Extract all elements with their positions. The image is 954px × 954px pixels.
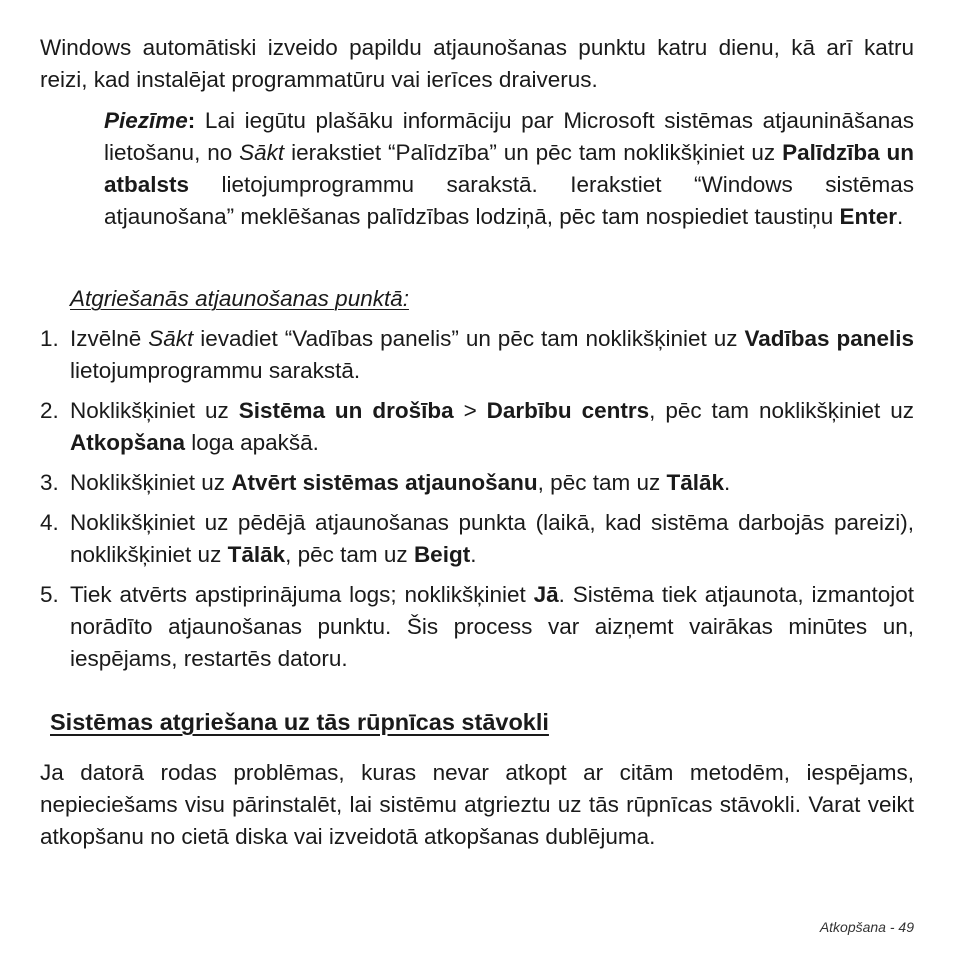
restore-steps-list — [40, 323, 914, 683]
closing-paragraph: Ja datorā rodas problēmas, kuras nevar atkopt ar citām metodēm, iespējams, nepieciešams visu pārinstalēt, lai sistēmu atgrieztu uz tās rūpnīcas stāvokli. Varat veikt atkopšanu no cietā diska vai izveidotā atkopšanas dublējuma. — [40, 760, 914, 849]
step-number: 4. — [40, 510, 59, 535]
start-menu-term: Sākt — [239, 140, 285, 165]
enter-key-term: Enter — [839, 204, 897, 229]
step-number: 1. — [40, 326, 59, 351]
list-item: 4. Noklikšķiniet uz pēdējā atjaunošanas punkta (laikā, kad sistēma darbojās pareizi), noklikšķiniet uz Tālāk, pēc tam uz Beigt. — [40, 507, 914, 571]
help-and-support-term: Palīdzība un atbalsts — [104, 140, 915, 197]
step-number: 5. — [40, 582, 59, 607]
list-item: 2. Noklikšķiniet uz Sistēma un drošība > Darbību centrs, pēc tam noklikšķiniet uz Atkopšana loga apakšā. — [40, 395, 914, 459]
note-label: Piezīme: — [104, 108, 196, 133]
step-number: 3. — [40, 470, 59, 495]
intro-paragraph: Windows automātiski izveido papildu atjaunošanas punktu katru dienu, kā arī katru reizi, kad instalējat programmatūru vai ierīces draiverus. — [40, 35, 914, 92]
note-paragraph: Piezīme: Lai iegūtu plašāku informāciju par Microsoft sistēmas atjaunināšanas lietošanu, no Sākt ierakstiet “Palīdzība” un pēc tam noklikšķiniet uz Palīdzība un atbalsts lietojumprogrammu sarakstā. Ierakstiet “Windows sistēmas atjaunošana” meklēšanas palīdzības lodziņā, pēc tam nospiediet taustiņu Enter. — [104, 108, 915, 229]
footer-section-name: Atkopšana - — [819, 919, 895, 935]
list-item: 3. Noklikšķiniet uz Atvērt sistēmas atjaunošanu, pēc tam uz Tālāk. — [40, 467, 914, 499]
list-item: 5. Tiek atvērts apstiprinājuma logs; noklikšķiniet Jā. Sistēma tiek atjaunota, izmantojot norādīto atjaunošanas punktu. Šis process var aizņemt vairākas minūtes un, iespējams, restartēs datoru. — [40, 579, 914, 675]
step-number: 2. — [40, 398, 59, 423]
list-item: 1. Izvēlnē Sākt ievadiet “Vadības panelis” un pēc tam noklikšķiniet uz Vadības panelis lietojumprogrammu sarakstā. — [40, 323, 914, 387]
section-heading: Sistēmas atgriešana uz tās rūpnīcas stāvokli — [50, 709, 549, 735]
restore-point-subheading: Atgriešanās atjaunošanas punktā: — [70, 286, 409, 311]
page-footer — [820, 918, 914, 936]
page-number: 49 — [898, 919, 914, 935]
